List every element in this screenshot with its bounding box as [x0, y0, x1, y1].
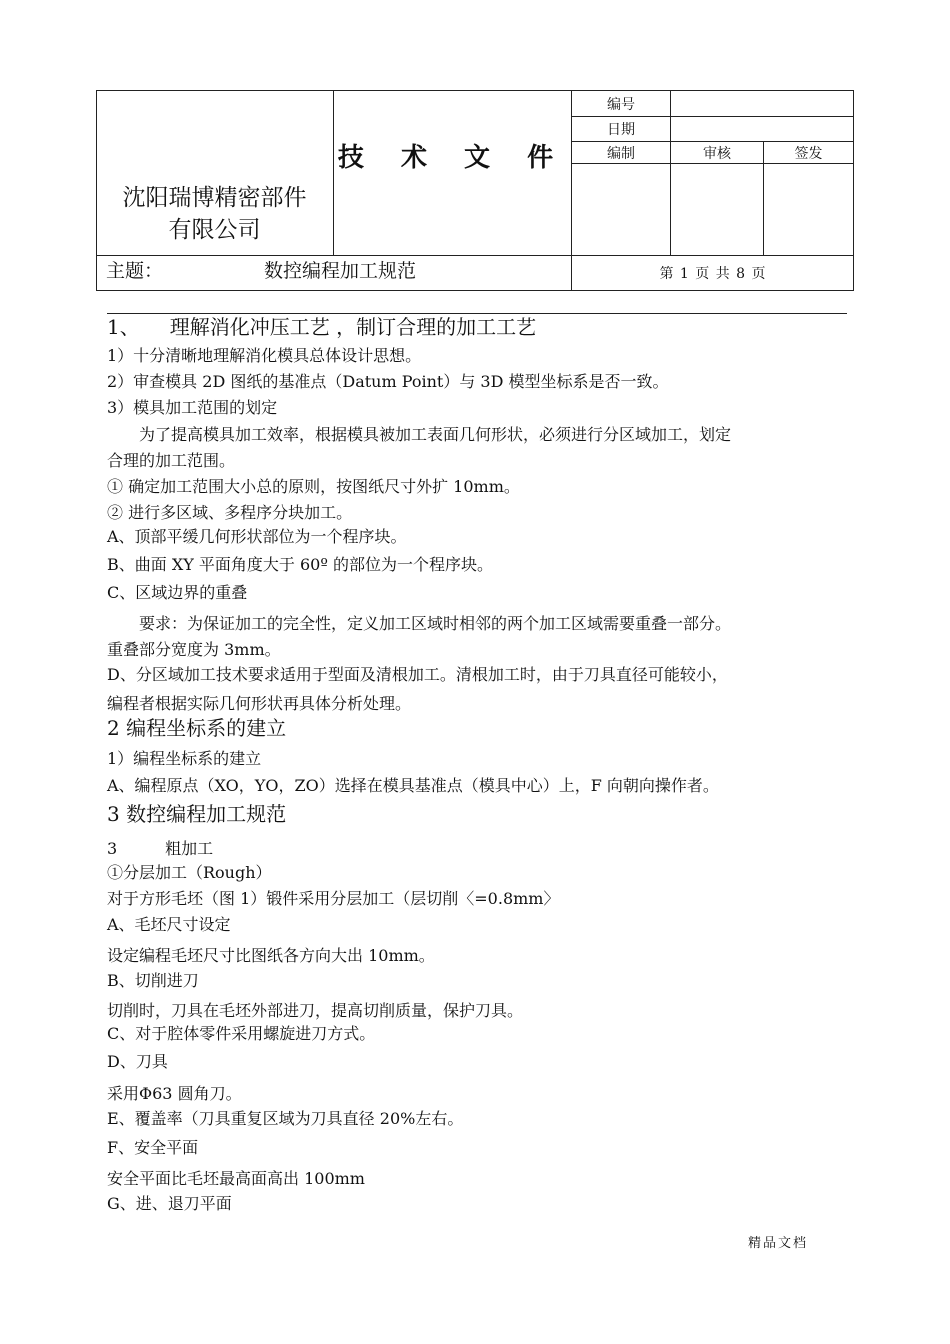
paragraph-line: E、覆盖率（刀具重复区域为刀具直径 20%左右。 [107, 1109, 464, 1128]
paragraph-line: D、刀具 [107, 1052, 168, 1071]
section-heading-3: 3 数控编程加工规范 [107, 802, 287, 826]
paragraph-line: C、区域边界的重叠 [107, 583, 248, 602]
paragraph-line: ② 进行多区域、多程序分块加工。 [107, 503, 353, 522]
field-date-label: 日期 [607, 122, 635, 138]
field-number-label: 编号 [607, 96, 635, 113]
table-border [96, 90, 854, 91]
paragraph-line: 合理的加工范围。 [107, 451, 236, 470]
table-border [96, 290, 854, 291]
paragraph-line: 要求：为保证加工的完全性，定义加工区域时相邻的两个加工区域需要重叠一部分。 [107, 614, 732, 633]
paragraph-line: G、进、退刀平面 [107, 1194, 232, 1213]
subject-label: 主题： [106, 260, 164, 282]
paragraph-line: 切削时，刀具在毛坯外部进刀，提高切削质量，保护刀具。 [107, 1001, 524, 1020]
paragraph-line: 为了提高模具加工效率，根据模具被加工表面几何形状，必须进行分区域加工，划定 [107, 425, 732, 444]
paragraph-line: 设定编程毛坯尺寸比图纸各方向大出 10mm。 [107, 946, 435, 965]
paragraph-line: ①分层加工（Rough） [107, 863, 272, 882]
header-table [96, 90, 854, 291]
field-issued-label: 签发 [794, 145, 823, 162]
table-border [571, 163, 854, 164]
subject-value: 数控编程加工规范 [264, 260, 417, 282]
page-info: 第 1 页 共 8 页 [659, 266, 767, 282]
paragraph-line: 对于方形毛坯（图 1）锻件采用分层加工（层切削〈=0.8mm〉 [107, 889, 560, 908]
paragraph-line: F、安全平面 [107, 1138, 199, 1157]
paragraph-line: 重叠部分宽度为 3mm。 [107, 640, 281, 659]
field-reviewed-label: 审核 [703, 145, 731, 162]
paragraph-line: 1）十分清晰地理解消化模具总体设计思想。 [107, 346, 422, 365]
section-heading-2: 2 编程坐标系的建立 [107, 716, 287, 740]
section-heading-1: 1、 理解消化冲压工艺 ，制订合理的加工工艺 [107, 315, 537, 339]
paragraph-line: B、曲面 XY 平面角度大于 60º 的部位为一个程序块。 [107, 555, 493, 574]
paragraph-line: 1）编程坐标系的建立 [107, 749, 262, 768]
paragraph-line: 采用Φ63 圆角刀。 [107, 1084, 242, 1103]
company-name [96, 178, 333, 250]
paragraph-line: 安全平面比毛坯最高面高出 100mm [107, 1169, 365, 1188]
company-line-1: 沈阳瑞博精密部件 [122, 185, 307, 211]
paragraph-line: ① 确定加工范围大小总的原则，按图纸尺寸外扩 10mm。 [107, 477, 520, 496]
paragraph-line: A、毛坯尺寸设定 [107, 915, 231, 934]
paragraph-line: A、编程原点（XO，YO，ZO）选择在模具基准点（模具中心）上，F 向朝向操作者。 [107, 776, 719, 795]
paragraph-line: 2）审查模具 2D 图纸的基准点（Datum Point）与 3D 模型坐标系是否一致。 [107, 372, 669, 391]
paragraph-line: 3 粗加工 [107, 839, 214, 858]
paragraph-line: 编程者根据实际几何形状再具体分析处理。 [107, 694, 412, 713]
paragraph-line: 3）模具加工范围的划定 [107, 398, 278, 417]
paragraph-line: C、对于腔体零件采用螺旋进刀方式。 [107, 1024, 376, 1043]
paragraph-line: A、顶部平缓几何形状部位为一个程序块。 [107, 527, 407, 546]
company-line-2: 有限公司 [168, 217, 261, 243]
paragraph-line: D、分区域加工技术要求适用于型面及清根加工。清根加工时，由于刀具直径可能较小， [107, 665, 728, 684]
table-border [670, 90, 671, 255]
paragraph-line: B、切削进刀 [107, 971, 199, 990]
document-title: 技 术 文 件 [337, 142, 568, 173]
footer-watermark: 精品文档 [748, 1236, 809, 1251]
field-compiled-label: 编制 [607, 145, 635, 162]
